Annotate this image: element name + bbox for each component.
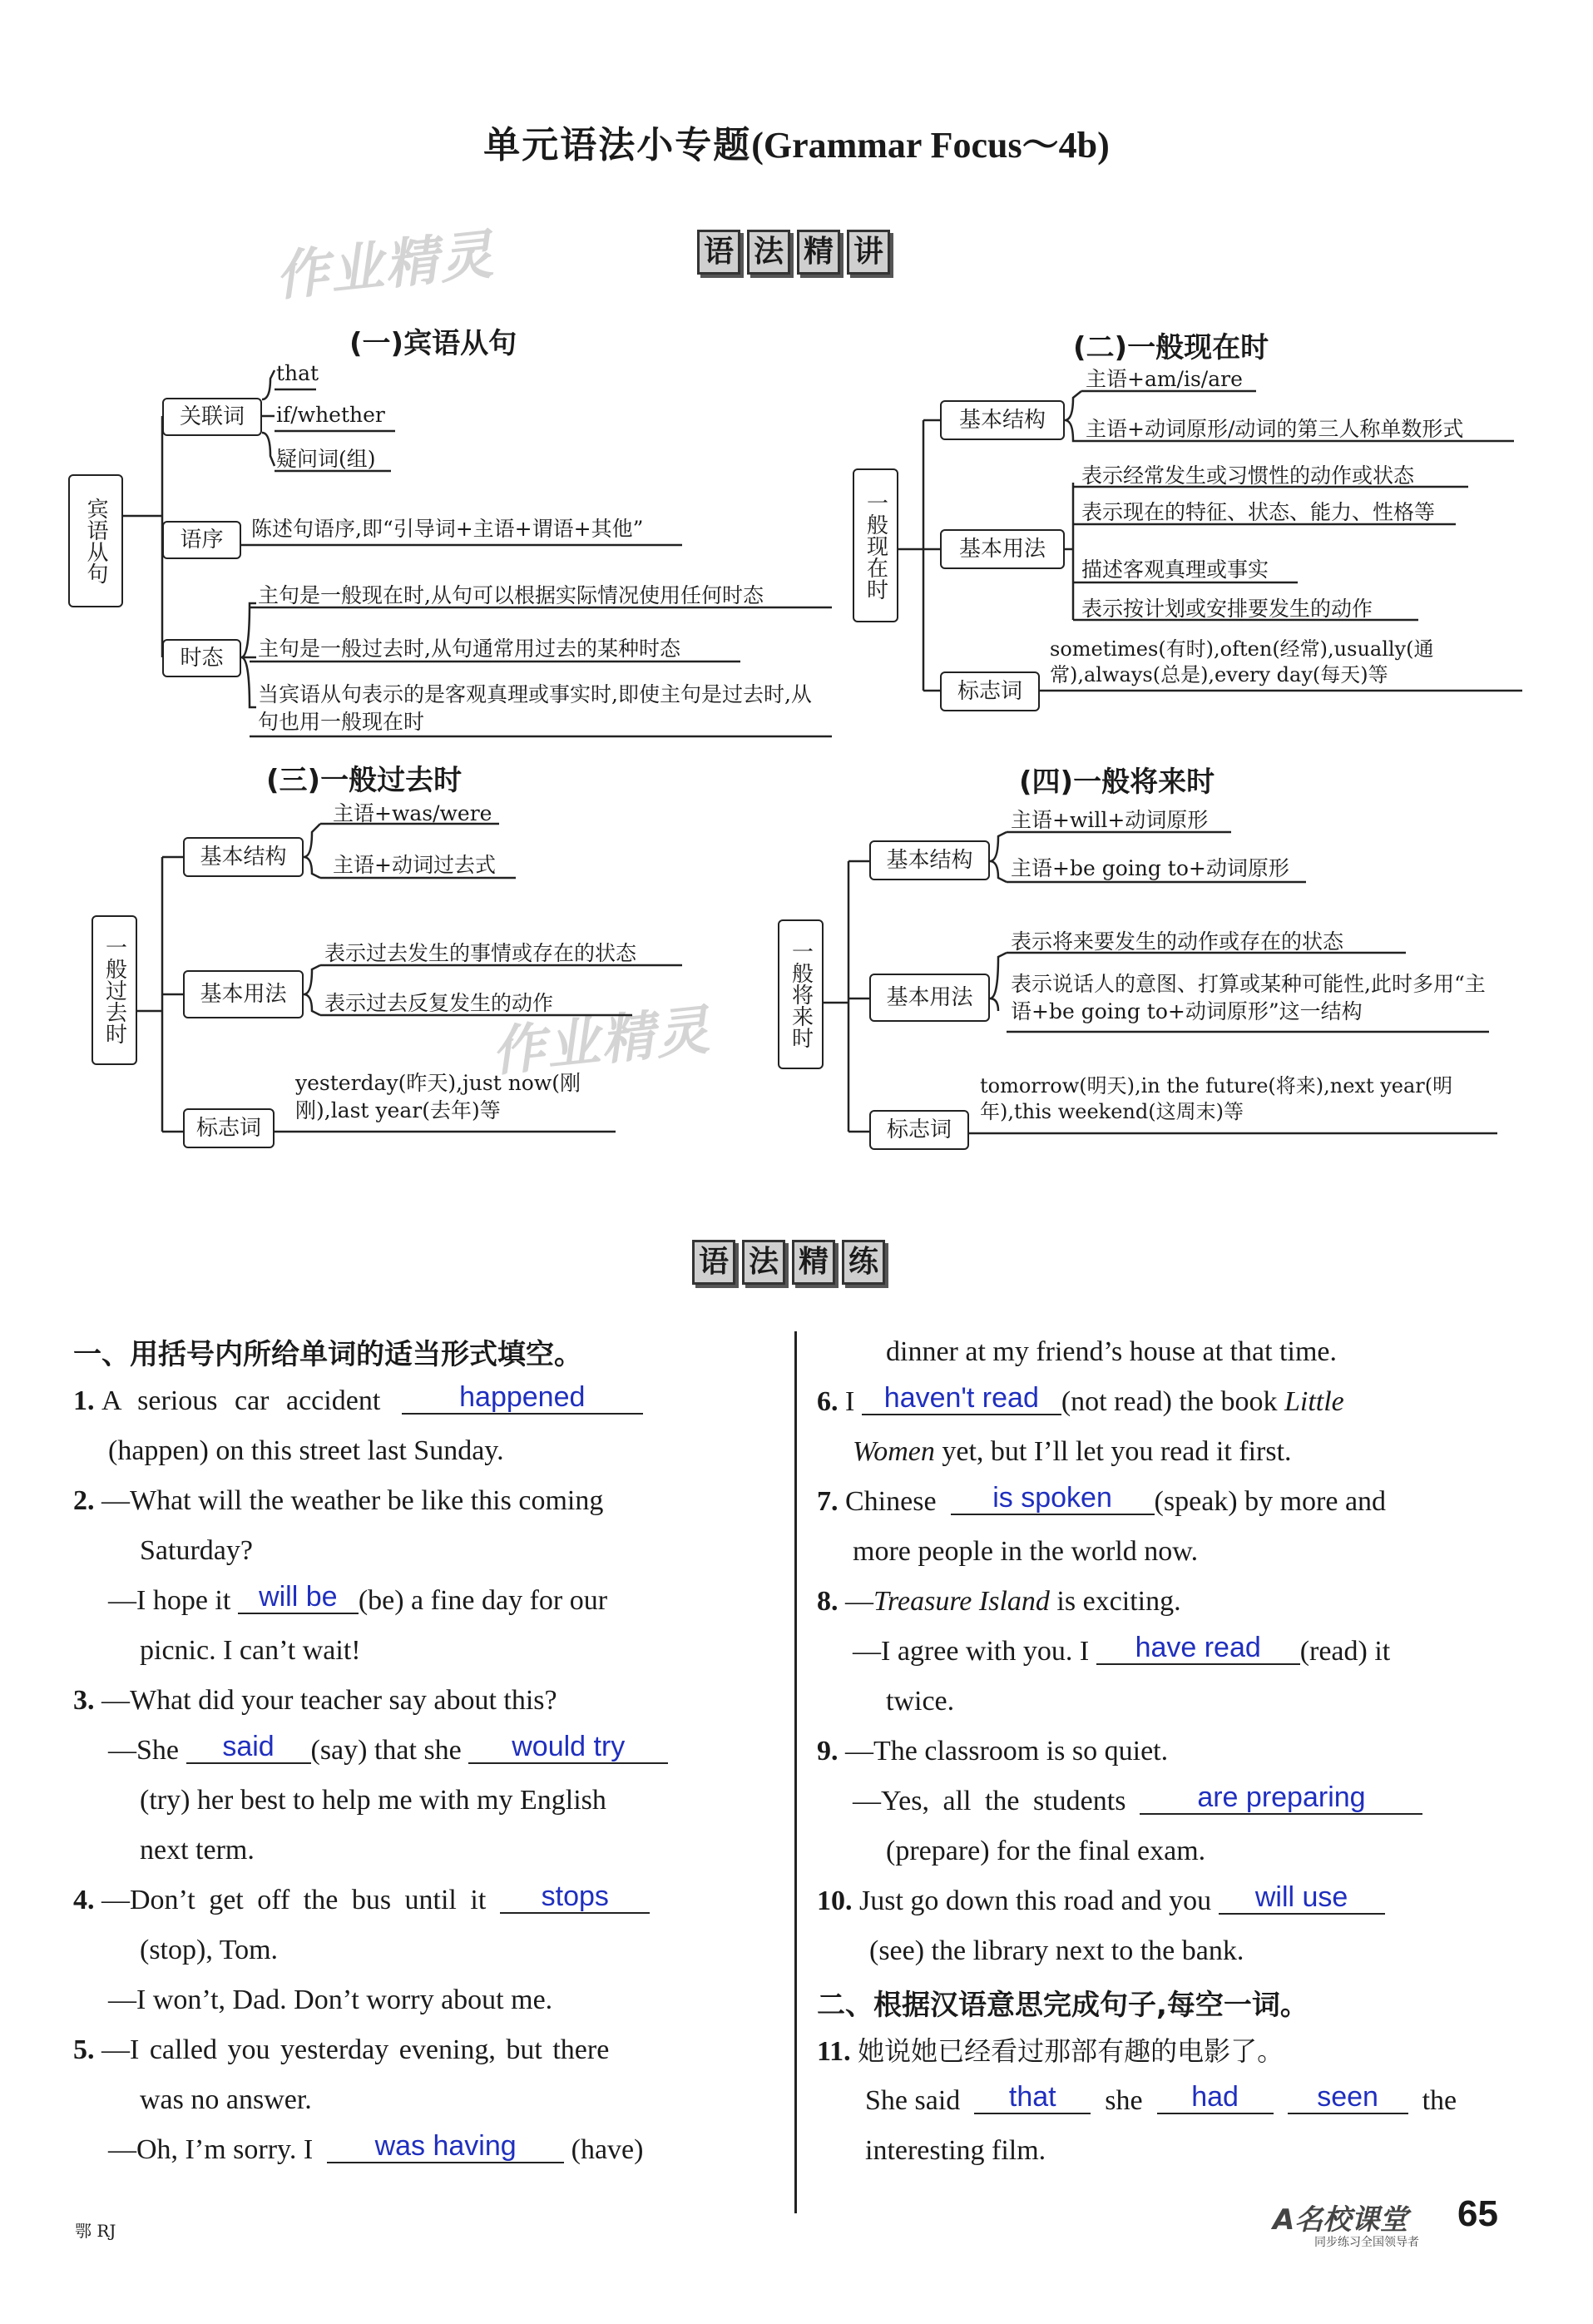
mindmap-leaf: 表示现在的特征、状态、能力、性格等 — [1081, 500, 1436, 524]
mindmap-node: 关联词 — [162, 398, 262, 436]
question-9: 9. —The classroom is so quiet. — [817, 1736, 1169, 1767]
mindmap-heading: (二)一般现在时 — [1073, 331, 1269, 364]
mindmap-leaf: 主语+be going to+动词原形 — [1011, 856, 1289, 880]
mindmap-leaf: 主语+will+动词原形 — [1011, 808, 1209, 832]
mindmap-node: 基本用法 — [869, 974, 990, 1022]
mindmap-leaf: 主句是一般现在时,从句可以根据实际情况使用任何时态 — [258, 583, 764, 607]
mindmap-leaf: 疑问词(组) — [276, 447, 376, 471]
question-8-cont: twice. — [886, 1686, 955, 1717]
mindmap-node: 标志词 — [183, 1108, 275, 1148]
mindmap-leaf: 表示过去反复发生的动作 — [324, 991, 554, 1015]
answer-blank[interactable]: is spoken — [951, 1482, 1155, 1515]
answer-blank[interactable]: will be — [238, 1581, 359, 1614]
part2-heading: 二、根据汉语意思完成句子,每空一词。 — [817, 1989, 1309, 2022]
mindmap-node: 时态 — [162, 639, 241, 677]
question-2-cont: Saturday? — [140, 1535, 253, 1566]
mindmap-leaf: sometimes(有时),often(经常),usually(通常),always(总是),every day(每天)等 — [1050, 637, 1434, 686]
mindmap-root: 一般现在时 — [853, 468, 898, 622]
answer-blank[interactable]: had — [1157, 2081, 1274, 2114]
question-4-cont: (stop), Tom. — [140, 1935, 279, 1965]
mindmap-node: 基本结构 — [940, 400, 1065, 440]
question-10-cont: (see) the library next to the bank. — [869, 1935, 1244, 1966]
question-8-reply: —I agree with you. I have read (read) it — [853, 1632, 1391, 1667]
watermark: 作业精灵 — [488, 999, 714, 1084]
mindmap-leaf: 陈述句语序,即“引导词+主语+谓语+其他” — [251, 517, 644, 541]
mindmap-leaf: yesterday(昨天),just now(刚刚),last year(去年)等 — [295, 1071, 581, 1122]
question-5: 5. —I called you yesterday evening, but there — [73, 2034, 610, 2065]
question-3-cont: next term. — [140, 1835, 255, 1866]
question-2-reply: —I hope it will be (be) a fine day for our — [108, 1581, 608, 1616]
question-3-reply: —She said (say) that she would try — [108, 1726, 668, 1776]
mindmap-node: 基本结构 — [869, 840, 990, 880]
column-divider — [794, 1331, 797, 2213]
watermark: 作业精灵 — [272, 224, 497, 309]
question-7-cont: more people in the world now. — [853, 1536, 1199, 1567]
mindmap-leaf: tomorrow(明天),in the future(将来),next year(明年),this weekend(这周末)等 — [980, 1074, 1453, 1123]
mindmap-heading: (三)一般过去时 — [266, 764, 463, 797]
answer-blank[interactable]: said — [186, 1731, 311, 1764]
answer-blank[interactable]: that — [974, 2081, 1091, 2114]
question-4: 4. —Don’t get off the bus until it stops — [73, 1876, 650, 1925]
question-11-answer: She said that she had seen the — [865, 2081, 1457, 2116]
mindmap-heading: (一)宾语从句 — [349, 327, 517, 360]
mindmap-node: 基本用法 — [940, 529, 1065, 569]
mindmap-node: 基本结构 — [183, 837, 304, 877]
mindmap-leaf: 描述客观真理或事实 — [1081, 557, 1269, 582]
question-7: 7. Chinese is spoken (speak) by more and — [817, 1482, 1387, 1517]
question-1-cont: (happen) on this street last Sunday. — [108, 1435, 504, 1466]
question-9-reply: —Yes, all the students are preparing — [853, 1776, 1422, 1826]
question-6-cont: Women yet, but I’ll let you read it first. — [853, 1436, 1292, 1467]
mindmap-root: 一般过去时 — [92, 915, 137, 1065]
question-10: 10. Just go down this road and you will use — [817, 1876, 1385, 1926]
mindmap-heading: (四)一般将来时 — [1019, 766, 1215, 799]
edition-label: 鄂 RJ — [75, 2221, 116, 2241]
mindmap-node: 基本用法 — [183, 970, 304, 1018]
mindmap-node: 语序 — [162, 521, 241, 559]
question-5-cont: dinner at my friend’s house at that time. — [886, 1336, 1337, 1367]
question-2-cont: picnic. I can’t wait! — [140, 1635, 361, 1666]
question-9-cont: (prepare) for the final exam. — [886, 1836, 1206, 1866]
question-3: 3. —What did your teacher say about this? — [73, 1685, 557, 1716]
mindmap-leaf: 表示经常发生或习惯性的动作或状态 — [1081, 463, 1415, 488]
mindmap-leaf: 主句是一般过去时,从句通常用过去的某种时态 — [258, 637, 680, 661]
answer-blank[interactable]: haven't read — [862, 1382, 1061, 1415]
mindmap-leaf: 表示将来要发生的动作或存在的状态 — [1011, 929, 1344, 954]
part1-heading: 一、用括号内所给单词的适当形式填空。 — [73, 1338, 582, 1371]
question-2: 2. —What will the weather be like this coming — [73, 1485, 604, 1516]
mindmap-leaf: 表示说话人的意图、打算或某种可能性,此时多用“主语+be going to+动词原形”这一结构 — [1011, 972, 1486, 1023]
answer-blank[interactable]: are preparing — [1140, 1781, 1422, 1815]
question-5-reply: —Oh, I’m sorry. I was having (have) — [108, 2130, 644, 2165]
badge-grammar-explain: 语 法 精 讲 — [697, 230, 890, 275]
answer-blank[interactable]: will use — [1219, 1881, 1385, 1915]
mindmap-root: 一般将来时 — [778, 919, 824, 1069]
page-title: 单元语法小专题(Grammar Focus～4b) — [483, 124, 1110, 166]
question-11: 11. 她说她已经看过那部有趣的电影了。 — [817, 2035, 1284, 2067]
question-5-cont: was no answer. — [140, 2084, 312, 2115]
mindmap-leaf: if/whether — [276, 403, 385, 427]
mindmap-leaf: 当宾语从句表示的是客观真理或事实时,即使主句是过去时,从句也用一般现在时 — [258, 682, 812, 734]
answer-blank[interactable]: seen — [1288, 2081, 1408, 2114]
mindmap-leaf: 表示按计划或安排要发生的动作 — [1081, 597, 1373, 621]
mindmap-leaf: that — [276, 361, 319, 385]
mindmap-leaf: 主语+动词过去式 — [333, 853, 496, 877]
mindmap-leaf: 主语+am/is/are — [1086, 367, 1243, 391]
mindmap-root: 宾语从句 — [68, 474, 123, 607]
mindmap-leaf: 主语+was/were — [333, 801, 492, 825]
answer-blank[interactable]: happened — [402, 1381, 643, 1415]
mindmap-leaf: 主语+动词原形/动词的第三人称单数形式 — [1086, 417, 1464, 441]
question-4-reply: —I won’t, Dad. Don’t worry about me. — [108, 1985, 553, 2015]
answer-blank[interactable]: was having — [327, 2130, 564, 2163]
brand-slogan: 同步练习全国领导者 — [1314, 2236, 1419, 2249]
mindmap-leaf: 表示过去发生的事情或存在的状态 — [324, 941, 637, 965]
question-11-cont: interesting film. — [865, 2135, 1046, 2166]
mindmap-node: 标志词 — [869, 1110, 969, 1150]
question-1: 1. A serious car accident happened — [73, 1376, 643, 1426]
page-number: 65 — [1457, 2193, 1498, 2234]
question-6: 6. I haven't read (not read) the book Little — [817, 1382, 1344, 1417]
answer-blank[interactable]: stops — [500, 1881, 650, 1914]
question-8: 8. —Treasure Island is exciting. — [817, 1586, 1181, 1617]
answer-blank[interactable]: have read — [1096, 1632, 1300, 1665]
mindmap-node: 标志词 — [940, 671, 1040, 711]
answer-blank[interactable]: would try — [468, 1731, 668, 1764]
brand-logo: A名校课堂 — [1273, 2203, 1408, 2237]
question-3-cont: (try) her best to help me with my English — [140, 1785, 606, 1816]
badge-grammar-practice: 语 法 精 练 — [692, 1240, 885, 1285]
